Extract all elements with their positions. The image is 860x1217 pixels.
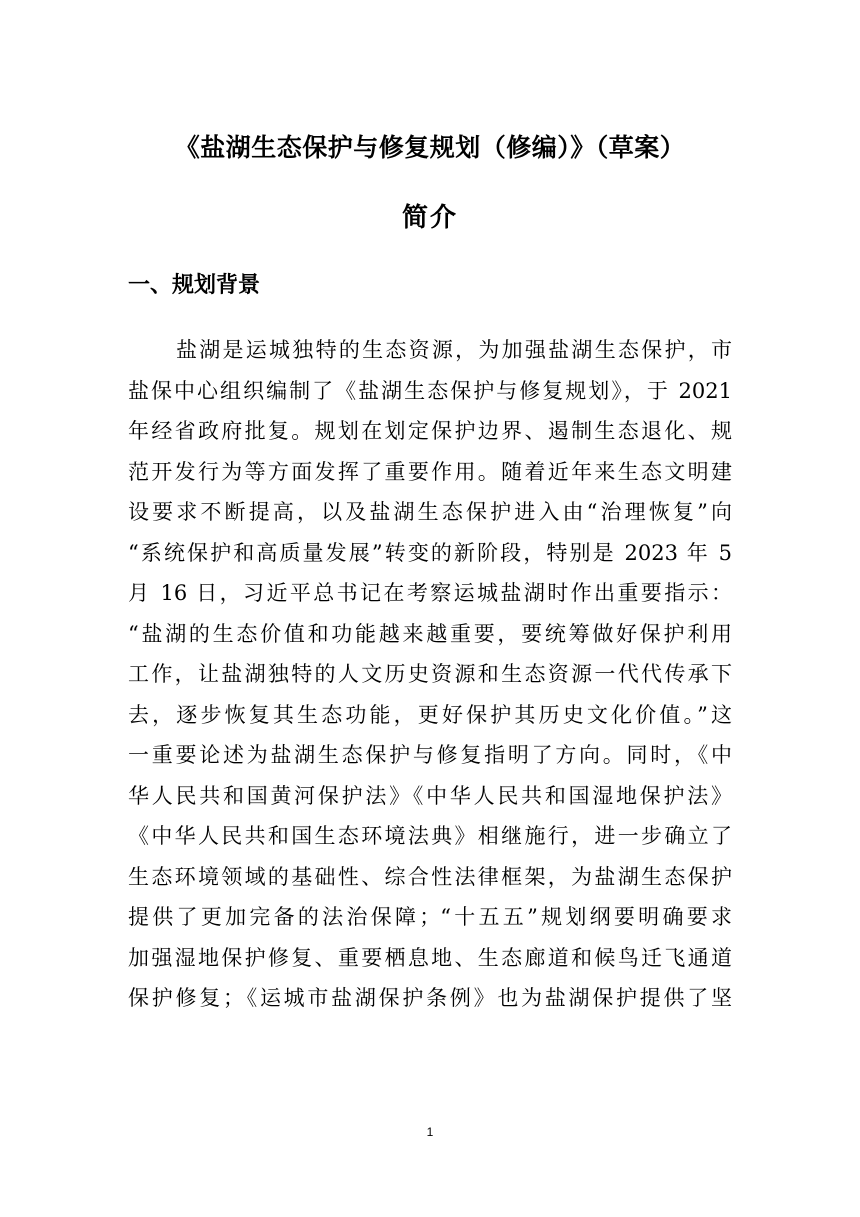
document-title: 《盐湖生态保护与修复规划（修编）》（草案） bbox=[174, 133, 686, 162]
paragraph-line: 年经省政府批复。规划在划定保护边界、遏制生态退化、规 bbox=[128, 419, 732, 443]
paragraph-line: 去，逐步恢复其生态功能，更好保护其历史文化价值。”这 bbox=[128, 702, 732, 727]
paragraph-line: 保护修复；《运城市盐湖保护条例》也为盐湖保护提供了坚 bbox=[128, 986, 732, 1010]
paragraph-line: 《中华人民共和国生态环境法典》相继施行，进一步确立了 bbox=[128, 824, 732, 848]
paragraph-line: 设要求不断提高，以及盐湖生态保护进入由“治理恢复”向 bbox=[128, 500, 732, 524]
body-paragraph bbox=[128, 330, 732, 1019]
paragraph-line: “盐湖的生态价值和功能越来越重要，要统筹做好保护利用 bbox=[128, 621, 732, 646]
paragraph-line: 提供了更加完备的法治保障；“十五五”规划纲要明确要求 bbox=[128, 905, 732, 929]
paragraph-line: 盐湖是运城独特的生态资源，为加强盐湖生态保护，市 bbox=[176, 338, 732, 362]
paragraph-line: 范开发行为等方面发挥了重要作用。随着近年来生态文明建 bbox=[128, 459, 732, 484]
paragraph-line: 华人民共和国黄河保护法》《中华人民共和国湿地保护法》 bbox=[128, 783, 732, 808]
paragraph-line: 工作，让盐湖独特的人文历史资源和生态资源一代代传承下 bbox=[128, 662, 732, 686]
document-subtitle: 简介 bbox=[401, 203, 458, 233]
paragraph-line: 加强湿地保护修复、重要栖息地、生态廊道和候鸟迁飞通道 bbox=[128, 945, 732, 970]
page-number: 1 bbox=[426, 1125, 434, 1139]
section-heading: 一、规划背景 bbox=[128, 273, 261, 298]
paragraph-line: 一重要论述为盐湖生态保护与修复指明了方向。同时，《中 bbox=[128, 743, 732, 767]
paragraph-line: 盐保中心组织编制了《盐湖生态保护与修复规划》，于 2021 bbox=[128, 378, 732, 403]
paragraph-line: “系统保护和高质量发展”转变的新阶段，特别是 2023 年 5 bbox=[128, 540, 732, 565]
paragraph-line: 生态环境领域的基础性、综合性法律框架，为盐湖生态保护 bbox=[128, 864, 732, 889]
paragraph-line: 月 16 日，习近平总书记在考察运城盐湖时作出重要指示： bbox=[128, 581, 732, 605]
